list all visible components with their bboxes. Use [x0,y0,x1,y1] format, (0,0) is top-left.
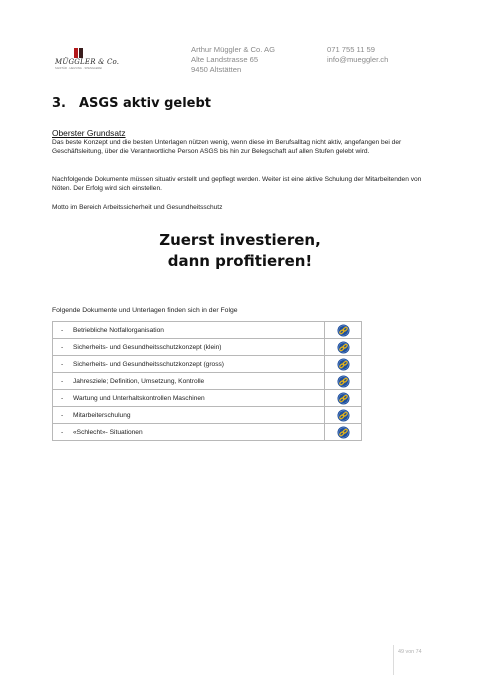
link-icon[interactable] [337,409,350,422]
list-intro: Folgende Dokumente und Unterlagen finden sich in der Folge [52,307,238,314]
header-phone: 071 755 11 59 [327,45,375,54]
list-bullet: - [61,343,64,351]
list-bullet: - [61,394,64,402]
document-cell [53,356,325,373]
logo-wordmark: MÜGGLER & Co. [55,58,120,66]
icon-cell [325,424,362,441]
list-bullet: - [61,428,64,436]
table-row [53,322,362,339]
icon-cell [325,407,362,424]
document-cell [53,373,325,390]
link-icon[interactable] [337,341,350,354]
list-bullet: - [61,360,64,368]
section-number: 3. [52,96,66,111]
company-logo [52,46,120,74]
document-cell [53,424,325,441]
logo-tagline: SANITÄR · HEIZUNG · SPENGLEREI [55,67,103,70]
header-email[interactable]: info@mueggler.ch [327,55,389,64]
document-label: Betriebliche Notfallorganisation [73,326,164,334]
table-row [53,356,362,373]
document-label: Sicherheits- und Gesundheitsschutzkonzept (gross) [73,360,224,368]
header-company: Arthur Müggler & Co. AG [191,45,275,54]
link-icon[interactable] [337,324,350,337]
paragraph-principle: Das beste Konzept und die besten Unterlagen nützen wenig, wenn diese im Berufsalltag nicht aktiv, angefangen bei der Geschäftsleitung, über die Verantwortliche Person ASGS bis hin zur Belegschaft auf allen Stufen gelebt wird. [52,139,402,155]
table-row [53,339,362,356]
documents-table [52,321,362,441]
logo-mark-icon [74,48,84,58]
icon-cell [325,322,362,339]
document-cell [53,339,325,356]
header-street: Alte Landstrasse 65 [191,55,259,64]
document-label: Sicherheits- und Gesundheitsschutzkonzept (klein) [73,343,222,351]
link-icon[interactable] [337,358,350,371]
icon-cell [325,356,362,373]
table-row [53,407,362,424]
header-city: 9450 Altstätten [191,65,242,74]
document-label: «Schlecht»- Situationen [73,428,143,436]
paragraph-documents: Nachfolgende Dokumente müssen situativ erstellt und gepflegt werden. Weiter ist eine aktive Schulung der Mitarbeitenden von Nöten. Der Erfolg wird sich einstellen. [52,176,422,192]
motto [0,230,480,272]
motto-line-1: Zuerst investieren, [159,231,321,249]
table-row [53,373,362,390]
icon-cell [325,390,362,407]
document-label: Mitarbeiterschulung [73,411,131,419]
icon-cell [325,339,362,356]
page-number: 49 von 74 [398,649,422,655]
icon-cell [325,373,362,390]
link-icon[interactable] [337,426,350,439]
paragraph-motto-intro: Motto im Bereich Arbeitssicherheit und Gesundheitsschutz [52,204,223,211]
link-icon[interactable] [337,375,350,388]
document-cell [53,407,325,424]
document-cell [53,390,325,407]
motto-line-2: dann profitieren! [167,252,313,270]
document-label: Wartung und Unterhaltskontrollen Maschinen [73,394,205,402]
table-row [53,390,362,407]
footer-divider [393,645,394,675]
document-label: Jahresziele; Definition, Umsetzung, Kontrolle [73,377,205,385]
section-heading [52,96,211,111]
link-icon[interactable] [337,392,350,405]
section-title: ASGS aktiv gelebt [79,96,211,111]
subheading: Oberster Grundsatz [52,128,126,138]
list-bullet: - [61,377,64,385]
header-address [191,45,275,75]
list-bullet: - [61,411,64,419]
document-cell [53,322,325,339]
header-contact [327,45,388,65]
table-row [53,424,362,441]
list-bullet: - [61,326,64,334]
